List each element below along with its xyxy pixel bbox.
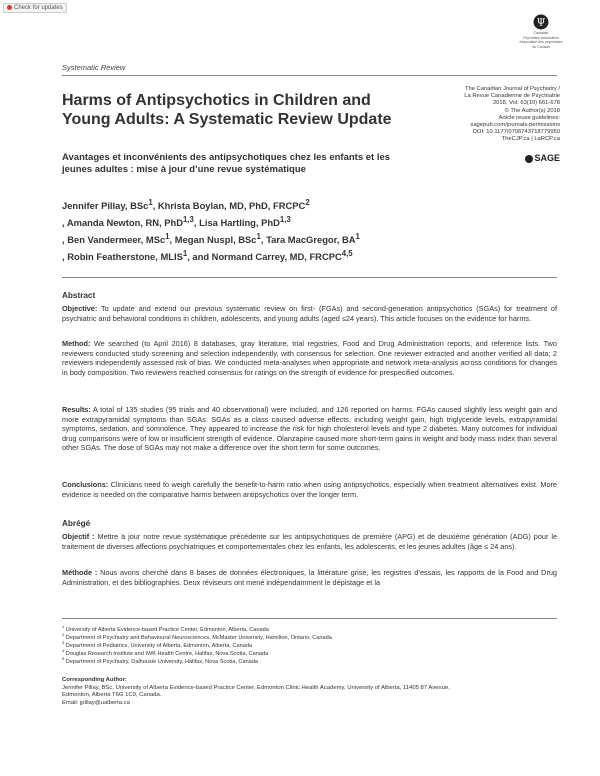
journal-permissions-link[interactable]: sagepub.com/journals-permissions [470,122,560,129]
doi-link[interactable]: DOI: 10.1177/0706743718779950 [472,129,560,136]
corresponding-email-link[interactable]: Email: jpillay@ualberta.ca [62,699,130,706]
abstract-results: Results: A total of 135 studies (95 trials and 40 observational) were included, and 126 reported on harms. FGAs caused slightly less weight gain and more extrapyramidal symptoms than SGAs. SGAs as a class caused adverse effects, including weight gain, high triglyceride levels, extrapyramidal symptoms, sedation, and somnolence. They appeared to increase the risk for high cholesterol levels and type 2 diabetes. Many outcomes for individual drug comparisons were of low or insufficient strength of evidence. Olanzapine caused more short-term gains in weight and body mass index than several other SGAs. The dose of SGAs may not make a difference over the short term for some outcomes. [62,405,557,452]
affiliation: $^4$ Douglas Research Institute and IWK Health Centre, Halifax, Nova Scotia, Canada [62,648,269,657]
check-for-updates-badge[interactable]: Check for updates [3,3,67,13]
author-name: , Megan Nuspl, BSc [169,234,257,246]
logo-line: Association des psychiatres [519,40,563,44]
journal-line: The Canadian Journal of Psychiatry / [464,86,560,92]
update-dot-icon [7,5,12,10]
journal-line: © The Author(s) 2018 [504,107,560,114]
logo-line: du Canada [532,44,550,49]
header-divider [62,75,557,76]
journal-line: Article reuse guidelines: [498,114,560,121]
abrege-methode: Méthode : Nous avons cherché dans 8 bases de données électroniques, la littérature grise, les registres d’essais, les rapports de la Food and Drug Administration, et des bibliographies. Deux réviseurs ont mené indépendamment le dépistage et la [62,568,557,587]
affiliation: $^3$ Department of Pediatrics, University of Alberta, Edmonton, Alberta, Canada [62,640,253,649]
article-subtitle: Avantages et inconvénients des antipsychotiques chez les enfants et les jeunes adultes : mise à jour d’une revue systématique [62,152,391,175]
affiliation: $^5$ Department of Psychiatry, Dalhousie University, Halifax, Nova Scotia, Canada [62,656,259,665]
svg-text:Ψ: Ψ [536,17,546,29]
author-name: , Amanda Newton, RN, PhD [62,217,184,229]
journal-logo [512,14,570,49]
author-name: , Khrista Boylan, MD, PhD, FRCPC [152,200,306,212]
corresponding-author [62,677,557,707]
psi-logo-icon [533,14,549,30]
sage-icon [525,155,533,163]
author-name: , Ben Vandermeer, MSc [62,234,166,246]
abstract-method: Method: We searched (to April 2016) 8 databases, gray literature, trial registries, Food and Drug Administration reports, and reference lists. Two reviewers conducted study screening and selection independently, with consensus for selection. One reviewer extracted and another verified all data; 2 reviewers independently assessed risk of bias. We conducted meta-analyses when appropriate and network meta-analysis across conditions for changes in body composition. Two reviewers reached consensus for ratings on the strength of evidence for prespecified outcomes. [62,339,557,377]
section-label: Systematic Review [62,63,126,72]
article-title: Harms of Antipsychotics in Children and Young Adults: A Systematic Review Update [62,92,392,128]
abstract-heading: Abstract [62,291,96,300]
corresponding-line: Jennifer Pillay, BSc, University of Alberta Evidence-based Practice Center, Edmonton Clinic Health Academy, University of Alberta, 11405 87 Avenue, [62,684,450,691]
journal-line: 2018, Vol. 63(10) 661-678 [492,100,560,107]
abstract-divider [62,277,557,278]
author-list: Jennifer Pillay, BSc$^1$, Khrista Boylan, MD, PhD, FRCPC$^2$ , Amanda Newton, RN, PhD$^{1,3}$, Lisa Hartling, PhD$^{1,3}$ , Ben Vandermeer, MSc$^1$, Megan Nuspl, BSc$^1$, Tara MacGregor, $BA^1$ , Robin Featherstone, MLIS$^1$, and Normand Carrey, MD, FRCPC$^{4,5}$ [62,198,360,263]
affiliation: $^2$ Department of Psychiatry and Behavioural Neurosciences, McMaster University, Hamilton, Ontario, Canada [62,632,332,641]
abstract-conclusions: Conclusions: Clinicians need to weigh carefully the benefit-to-harm ratio when using antipsychotics, especially when treatment alternatives exist. More evidence is needed on the comparative harms between antipsychotics over the longer term. [62,480,557,499]
abrege-objectif: Objectif : Mettre à jour notre revue systématique précédente sur les antipsychotiques de première (APG) et de deuxième génération (ADG) pour le traitement de diverses affections psychiatriques et comportementales chez les enfants, les adolescents, et les jeunes adultes (âge ≤ 24 ans). [62,532,558,551]
abstract-objective: Objective: To update and extend our previous systematic review on first- (FGAs) and second-generation antipsychotics (SGAs) for treatment of psychiatric and behavioral conditions in children, adolescents, and young adults (aged ≤24 years). This article focuses on the evidence for harms. [62,304,557,323]
author-name: , Lisa Hartling, PhD [193,217,280,229]
journal-line: La Revue Canadienne de Psychiatrie [464,93,560,100]
publisher-logo: SAGE [418,153,560,163]
affiliation: $^1$ University of Alberta Evidence-based Practice Center, Edmonton, Alberta, Canada [62,624,269,633]
journal-info [418,86,560,144]
footnote-divider [62,618,557,619]
author-name: Jennifer Pillay, BSc [62,200,149,212]
author-name: , Tara MacGregor, BA [260,234,356,246]
corresponding-line: Edmonton, Alberta T6G 1C9, Canada. [62,692,162,699]
logo-line: Canadian [533,31,549,35]
author-name: , Robin Featherstone, MLIS [62,251,183,263]
abrege-heading: Abrégé [62,519,91,528]
logo-line: Psychiatric Association [523,35,559,40]
corresponding-label: Corresponding Author: [62,677,127,683]
journal-site-link[interactable]: TheCJP.ca | LaRCP.ca [501,136,560,143]
author-name: , and Normand Carrey, MD, FRCPC [187,251,342,263]
